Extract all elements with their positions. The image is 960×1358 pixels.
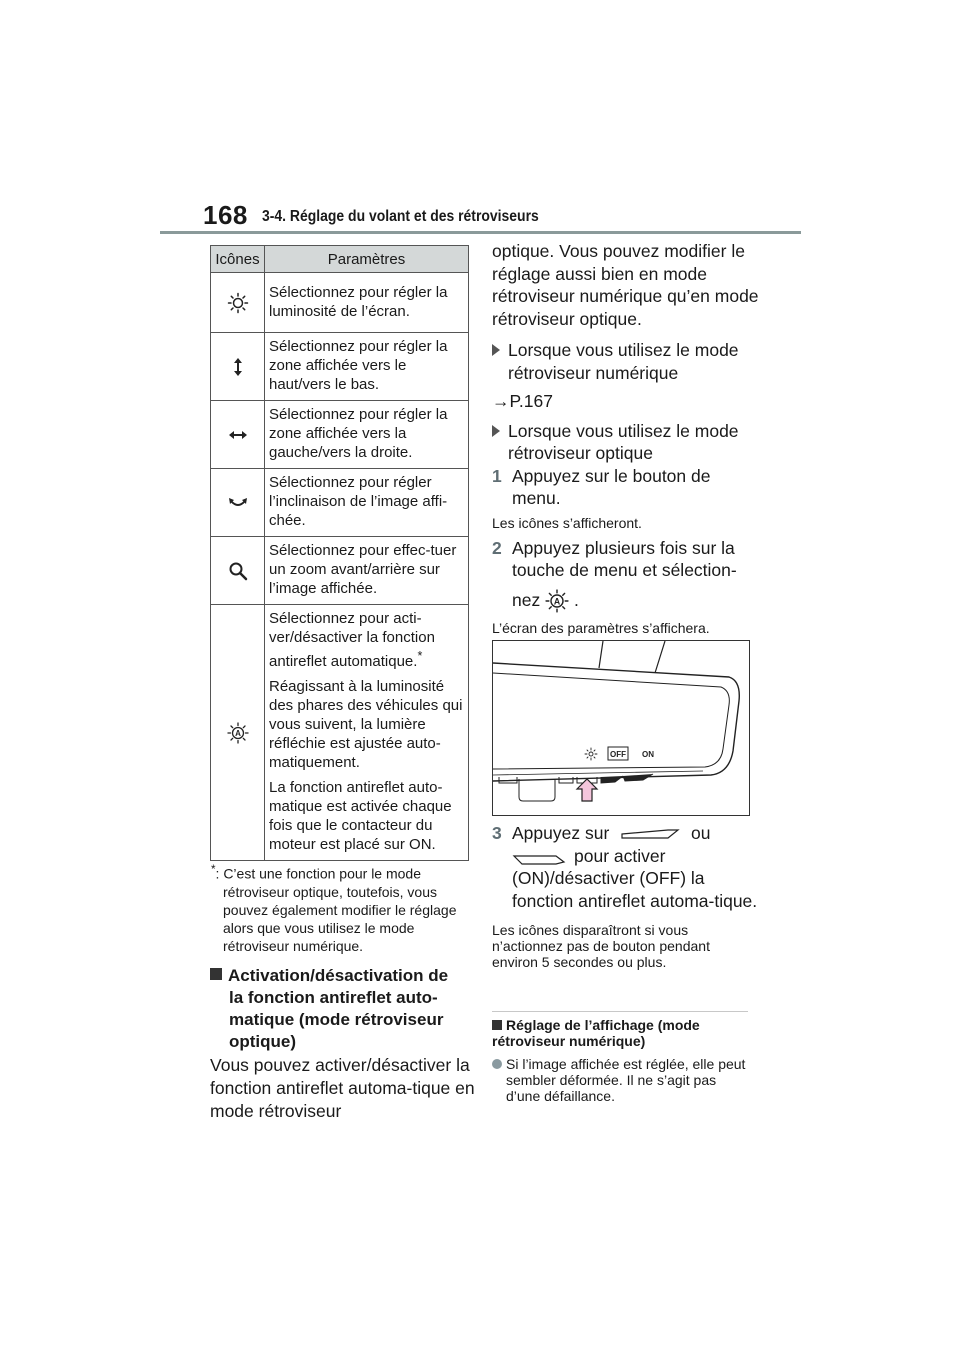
note: Si l’image affichée est réglée, elle peut sembler déformée. Il ne s’agit pas d’une défaillance.	[492, 1056, 752, 1104]
table-cell-icon	[211, 537, 265, 605]
section-heading: Activation/désactivation de la fonction antireflet auto-matique (mode rétroviseur optique)	[210, 965, 470, 1053]
column-header-parameters: Paramètres	[265, 246, 469, 273]
bullet-digital-mode: Lorsque vous utilisez le mode rétroviseur numérique	[492, 339, 762, 384]
right-column	[492, 240, 762, 636]
table-cell-icon	[211, 469, 265, 537]
table-cell-icon	[211, 333, 265, 401]
table-cell-text: Sélectionnez pour régler la zone affichée vers la gauche/vers la droite.	[265, 401, 469, 469]
footnote-marker: *	[211, 863, 216, 876]
body-paragraph: Vous pouvez activer/désactiver la fonction antireflet automa-tique en mode rétroviseur	[210, 1055, 475, 1121]
left-button-icon	[620, 827, 680, 841]
step-3-note: Les icônes disparaîtront si vous n’actionnez pas de bouton pendant environ 5 secondes ou plus.	[492, 922, 710, 970]
subsection-heading: Réglage de l’affichage (mode rétroviseur numérique)	[492, 1017, 700, 1049]
auto-antiglare-icon	[227, 722, 249, 744]
footnote: *: C’est une fonction pour le mode rétroviseur optique, toutefois, vous pouvez également modifier le réglage alors que vous utilisez le mode rétroviseur numérique.	[211, 863, 457, 954]
horizontal-arrows-icon	[227, 424, 249, 446]
divider	[492, 1011, 748, 1012]
table-row	[211, 537, 469, 605]
table-row	[211, 605, 469, 861]
step-3: 3 Appuyez sur ou pour activer (ON)/désactiver (OFF) la fonction antireflet automa-tique. Les icônes disparaîtront si vous n’actionnez pas de bouton pendant environ 5 secondes ou plus.	[492, 823, 758, 970]
mirror-on-label: ON	[642, 750, 654, 759]
table-row	[211, 469, 469, 537]
step-1: 1 Appuyez sur le bouton de menu.	[492, 465, 711, 508]
table-cell-text: Sélectionnez pour acti-ver/désactiver la fonction antireflet automatique.* Réagissant à la luminosité des phares des véhicules qui vous suivent, la lumière réfléchie est ajustée auto-matiquement. La fonction antireflet auto-matique est activée chaque fois que le contacteur du moteur est placé sur ON.	[265, 605, 469, 861]
step-1-note: Les icônes s’afficheront.	[492, 514, 642, 531]
mirror-illustration	[492, 640, 750, 816]
table-row	[211, 333, 469, 401]
table-cell-text: Sélectionnez pour effec-tuer un zoom avant/arrière sur l’image affichée.	[265, 537, 469, 605]
header-rule	[160, 231, 801, 234]
table-cell-icon	[211, 273, 265, 333]
press-arrow-icon	[577, 779, 597, 801]
footnote-marker: *	[417, 649, 423, 663]
auto-antiglare-icon	[545, 589, 569, 613]
page-number: 168	[203, 200, 248, 230]
right-button-icon	[512, 853, 566, 867]
column-header-icons: Icônes	[211, 246, 265, 273]
table-row	[211, 273, 469, 333]
table-cell-text: Sélectionnez pour régler la luminosité de l’écran.	[265, 273, 469, 333]
step-2-note: L’écran des paramètres s’affichera.	[492, 619, 710, 636]
zoom-icon	[227, 560, 249, 582]
square-bullet-icon	[210, 968, 222, 980]
section-title: 3-4. Réglage du volant et des rétroviseurs	[262, 208, 539, 225]
table-cell-icon	[211, 401, 265, 469]
settings-table	[210, 245, 469, 861]
page-reference: →P.167	[492, 391, 553, 411]
step-2: 2 Appuyez plusieurs fois sur la touche de menu et sélection- nez A .	[492, 537, 762, 618]
tilt-icon	[227, 492, 249, 514]
round-bullet-icon	[492, 1059, 502, 1069]
square-bullet-icon	[492, 1020, 502, 1030]
triangle-bullet-icon	[492, 425, 500, 437]
table-cell-text: Sélectionnez pour régler la zone affichée vers le haut/vers le bas.	[265, 333, 469, 401]
vertical-arrows-icon	[227, 356, 249, 378]
triangle-bullet-icon	[492, 344, 500, 356]
bullet-optical-mode: Lorsque vous utilisez le mode rétroviseur optique	[492, 420, 762, 465]
table-row	[211, 401, 469, 469]
table-cell-text: Sélectionnez pour régler l’inclinaison de l’image affi-chée.	[265, 469, 469, 537]
svg-text:A: A	[553, 596, 561, 607]
mirror-diagram	[493, 641, 749, 815]
mirror-off-label: OFF	[610, 750, 626, 759]
svg-text:A: A	[234, 728, 241, 738]
intro-paragraph: optique. Vous pouvez modifier le réglage aussi bien en mode rétroviseur numérique qu’en mode rétroviseur optique.	[492, 241, 759, 329]
table-cell-icon	[211, 605, 265, 861]
table-header-row	[211, 246, 469, 273]
brightness-icon	[227, 292, 249, 314]
